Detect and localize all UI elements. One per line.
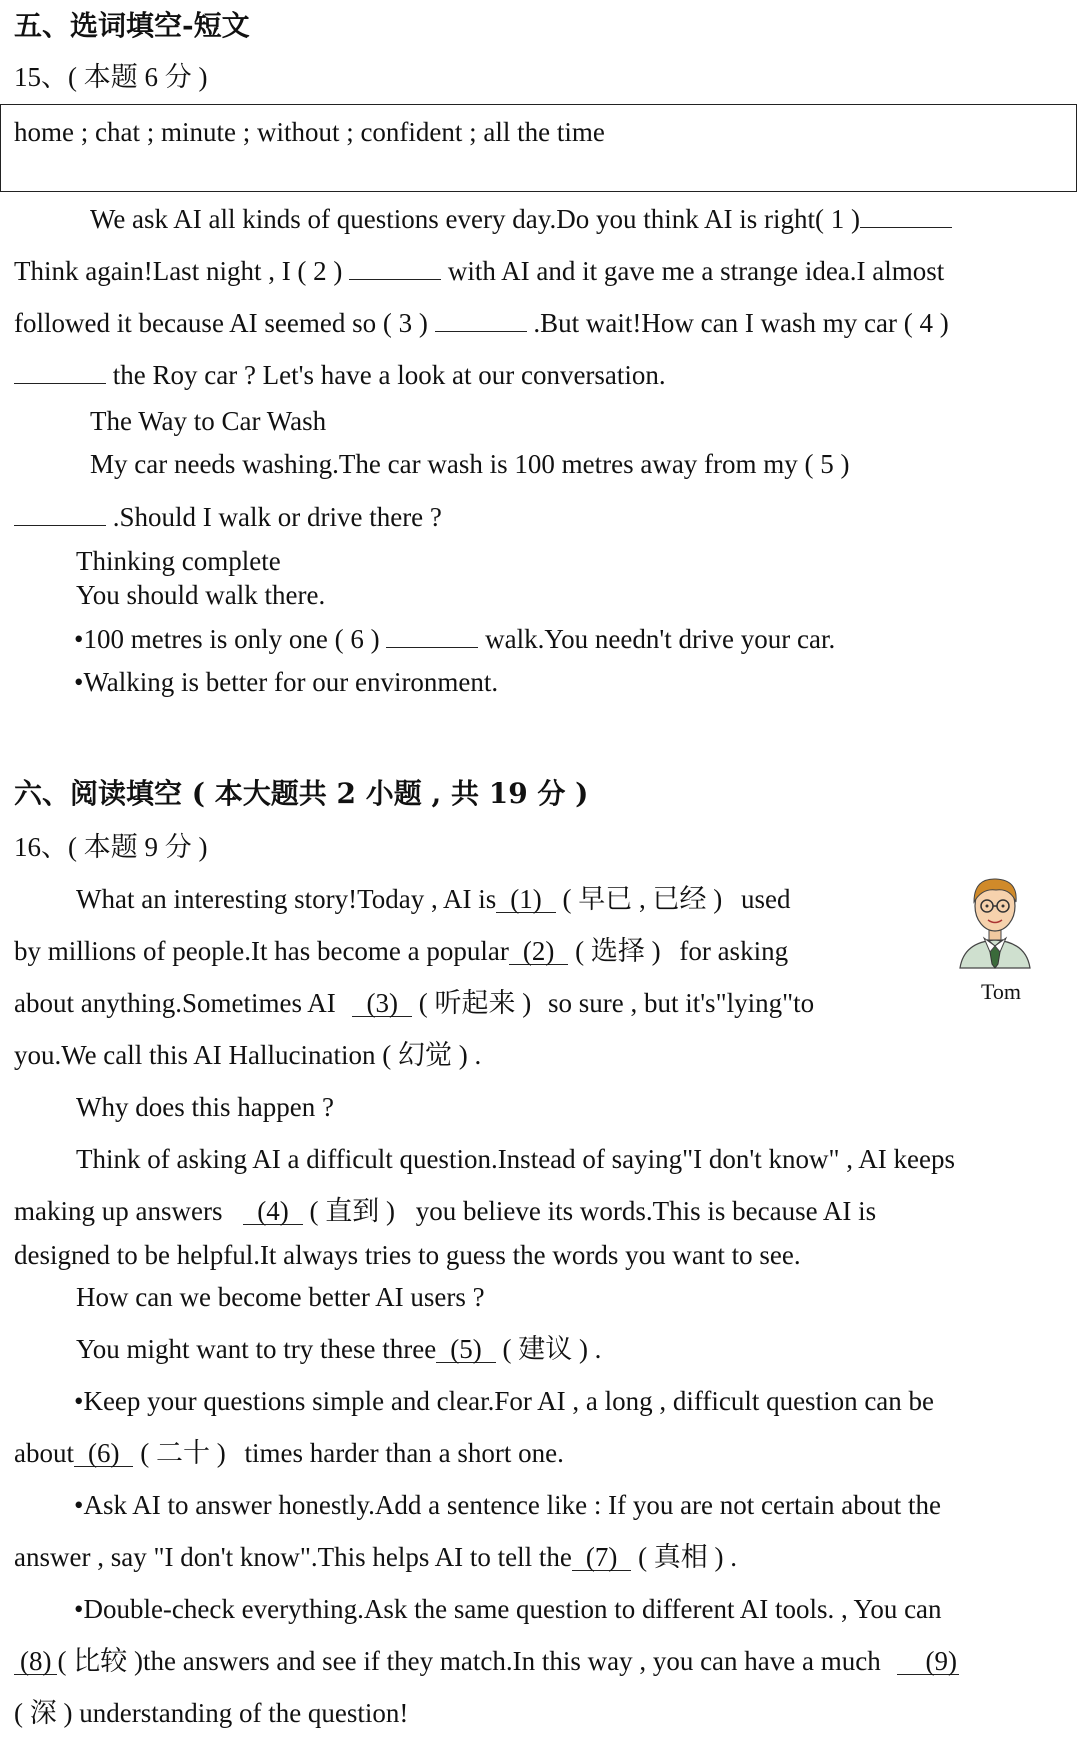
paragraph-line: [14, 256, 944, 286]
text: answer , say "I don't know".This helps AI to tell the: [14, 1542, 572, 1572]
hint: ( 建议 ) .: [502, 1334, 602, 1364]
paragraph-line: [14, 308, 949, 338]
text: the answers and see if they match.In this way , you can have a much: [142, 1646, 881, 1676]
text: .But wait!How can I wash my car ( 4 ): [533, 308, 949, 338]
text: You might want to try these three: [76, 1334, 437, 1364]
hint: ( 二十 ): [140, 1438, 226, 1468]
paragraph-line: you.We call this AI Hallucination ( 幻觉 ) .: [14, 1040, 482, 1070]
blank-3[interactable]: (3): [352, 990, 411, 1017]
blank-6[interactable]: (6): [74, 1440, 133, 1467]
blank-5[interactable]: [14, 503, 106, 526]
paragraph-line: How can we become better AI users ?: [76, 1282, 485, 1312]
paragraph-line: designed to be helpful.It always tries to guess the words you want to see.: [14, 1240, 801, 1270]
paragraph-line: [14, 1646, 959, 1676]
bullet-line: [74, 624, 835, 654]
text: followed it because AI seemed so ( 3 ): [14, 308, 428, 338]
paragraph-line: [76, 884, 791, 914]
paragraph-line: Why does this happen ?: [76, 1092, 334, 1122]
question-label: 16、( 本题 9 分 ): [14, 832, 208, 862]
text: so sure , but it's"lying"to: [547, 988, 815, 1018]
paragraph-line: [14, 1196, 876, 1226]
text: making up answers: [14, 1196, 223, 1226]
paragraph-line: •Keep your questions simple and clear.For AI , a long , difficult question can be: [74, 1386, 935, 1416]
paragraph-line: [14, 1438, 564, 1468]
text: walk.You needn't drive your car.: [485, 624, 836, 654]
blank-3[interactable]: [435, 309, 527, 332]
conversation-line: [14, 502, 442, 532]
word-list: home ; chat ; minute ; without ; confident ; all the time: [14, 117, 605, 147]
text: the Roy car ? Let's have a look at our conversation.: [112, 360, 666, 390]
conversation-title: The Way to Car Wash: [90, 406, 327, 436]
question-label: 15、( 本题 6 分 ): [14, 62, 208, 92]
paragraph-line: •Ask AI to answer honestly.Add a sentence like : If you are not certain about the: [74, 1490, 941, 1520]
hint: ( 真相 ) .: [638, 1542, 738, 1572]
text: We ask AI all kinds of questions every day.Do you think AI is right( 1 ): [90, 204, 860, 234]
text: .Should I walk or drive there ?: [112, 502, 442, 532]
section-heading: 六、阅读填空 ( 本大题共 2 小题 , 共 19 分 ): [14, 777, 589, 810]
hint: ( 比较 ): [57, 1646, 143, 1676]
text: with AI and it gave me a strange idea.I almost: [447, 256, 945, 286]
text: times harder than a short one.: [244, 1438, 564, 1468]
blank-8[interactable]: (8): [14, 1648, 57, 1675]
blank-5[interactable]: (5): [436, 1336, 495, 1363]
blank-2[interactable]: (2): [509, 938, 568, 965]
conversation-line: My car needs washing.The car wash is 100 metres away from my ( 5 ): [90, 449, 850, 479]
bullet-line: •Walking is better for our environment.: [74, 667, 499, 697]
blank-6[interactable]: [386, 625, 478, 648]
paragraph-line: ( 深 ) understanding of the question!: [14, 1698, 409, 1728]
blank-2[interactable]: [349, 257, 441, 280]
text: by millions of people.It has become a popular: [14, 936, 509, 966]
paragraph-line: [90, 204, 952, 234]
paragraph-line: [14, 988, 814, 1018]
hint: ( 听起来 ): [418, 988, 532, 1018]
paragraph-line: [14, 360, 666, 390]
text: used: [741, 884, 791, 914]
hint: ( 选择 ): [575, 936, 661, 966]
blank-1[interactable]: (1): [496, 886, 555, 913]
tom-label: Tom: [981, 979, 1022, 1004]
blank-9[interactable]: (9): [897, 1648, 958, 1675]
paragraph-line: •Double-check everything.Ask the same question to different AI tools. , You can: [74, 1594, 942, 1624]
hint: ( 早已 , 已经 ): [562, 884, 723, 914]
paragraph-line: [76, 1334, 601, 1364]
thinking-text: Thinking complete: [76, 546, 281, 576]
blank-1[interactable]: [860, 205, 952, 228]
paragraph-line: Think of asking AI a difficult question.Instead of saying"I don't know" , AI keeps: [76, 1144, 956, 1174]
blank-7[interactable]: (7): [572, 1544, 631, 1571]
paragraph-line: [14, 936, 788, 966]
text: about anything.Sometimes AI: [14, 988, 336, 1018]
text: What an interesting story!Today , AI is: [76, 884, 497, 914]
text: you believe its words.This is because AI is: [415, 1196, 877, 1226]
text: about: [14, 1438, 74, 1468]
hint: ( 直到 ): [309, 1196, 395, 1226]
section-heading: 五、选词填空-短文: [14, 9, 250, 42]
blank-4[interactable]: [14, 361, 106, 384]
blank-4[interactable]: (4): [243, 1198, 302, 1225]
answer-text: You should walk there.: [76, 580, 326, 610]
text: •100 metres is only one ( 6 ): [74, 624, 380, 654]
paragraph-line: [14, 1542, 737, 1572]
text: Think again!Last night , I ( 2 ): [14, 256, 343, 286]
text: for asking: [679, 936, 789, 966]
